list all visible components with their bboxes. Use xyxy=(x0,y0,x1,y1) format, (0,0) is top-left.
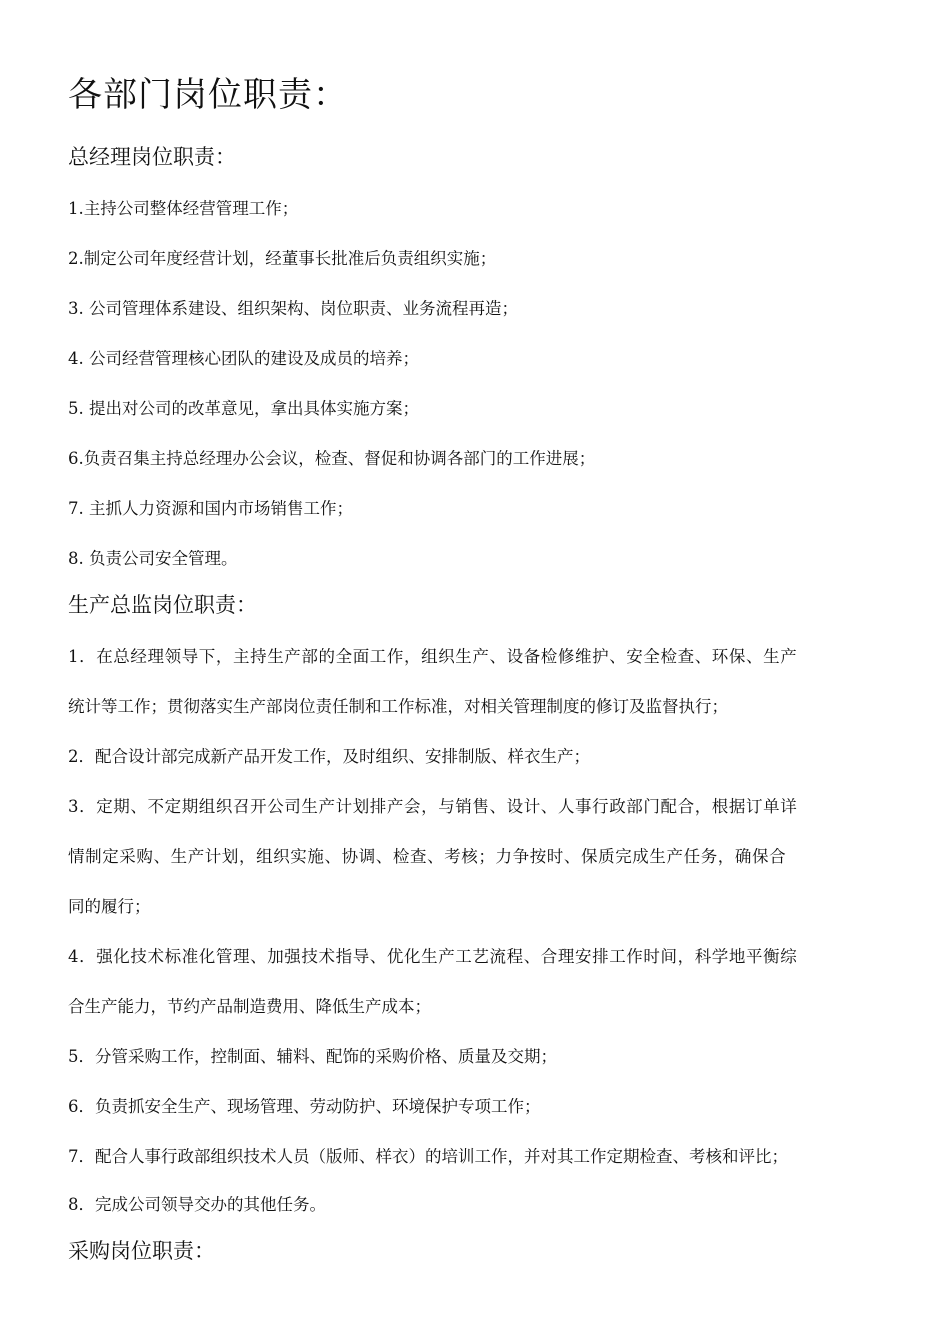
pd-duty-line: 5．分管采购工作，控制面、辅料、配饰的采购价格、质量及交期； xyxy=(68,1047,557,1066)
pd-duty-line: 同的履行； xyxy=(68,897,151,916)
gm-duty-line: 5. 提出对公司的改革意见，拿出具体实施方案； xyxy=(68,399,419,418)
gm-duty-line: 3. 公司管理体系建设、组织架构、岗位职责、业务流程再造； xyxy=(68,299,518,318)
pd-duty-line: 情制定采购、生产计划，组织实施、协调、检查、考核；力争按时、保质完成生产任务，确保合 xyxy=(68,847,787,866)
pd-duty-line: 合生产能力，节约产品制造费用、降低生产成本； xyxy=(68,997,431,1016)
gm-duty-line: 7. 主抓人力资源和国内市场销售工作； xyxy=(68,499,353,518)
section-heading-purchasing: 采购岗位职责： xyxy=(68,1239,215,1263)
gm-duty-line: 1.主持公司整体经营管理工作； xyxy=(68,199,299,218)
pd-duty-line: 7．配合人事行政部组织技术人员（版师、样衣）的培训工作，并对其工作定期检查、考核和评比； xyxy=(68,1147,788,1166)
gm-duty-line: 4. 公司经营管理核心团队的建设及成员的培养； xyxy=(68,349,419,368)
gm-duty-line: 8. 负责公司安全管理。 xyxy=(68,549,238,568)
pd-duty-line: 3．定期、不定期组织召开公司生产计划排产会，与销售、设计、人事行政部门配合，根据订单详 xyxy=(68,797,798,816)
section-heading-production-director: 生产总监岗位职责： xyxy=(68,593,257,617)
gm-duty-line: 2.制定公司年度经营计划，经董事长批准后负责组织实施； xyxy=(68,249,497,268)
gm-duty-line: 6.负责召集主持总经理办公会议，检查、督促和协调各部门的工作进展； xyxy=(68,449,596,468)
pd-duty-line: 统计等工作；贯彻落实生产部岗位责任制和工作标准，对相关管理制度的修订及监督执行； xyxy=(68,697,728,716)
pd-duty-line: 1．在总经理领导下，主持生产部的全面工作，组织生产、设备检修维护、安全检查、环保、生产 xyxy=(68,647,798,666)
pd-duty-line: 4．强化技术标准化管理、加强技术指导、优化生产工艺流程、合理安排工作时间，科学地平衡综 xyxy=(68,947,798,966)
section-heading-general-manager: 总经理岗位职责： xyxy=(68,145,236,169)
page-title: 各部门岗位职责： xyxy=(68,75,348,115)
pd-duty-line: 6．负责抓安全生产、现场管理、劳动防护、环境保护专项工作； xyxy=(68,1097,541,1116)
pd-duty-line: 8．完成公司领导交办的其他任务。 xyxy=(68,1195,326,1214)
pd-duty-line: 2．配合设计部完成新产品开发工作，及时组织、安排制版、样衣生产； xyxy=(68,747,590,766)
